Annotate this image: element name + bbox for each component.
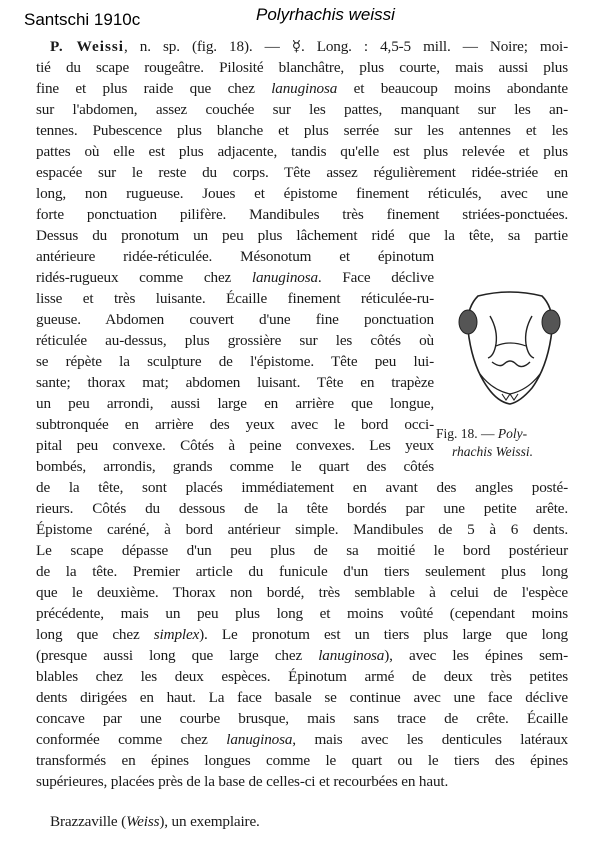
text-line: dents dirigées en haut. La face basale se continue avec une face déclive [36,689,568,706]
text-line: fine et plus raide que chez lanuginosa et beaucoup moins abondante [36,80,568,97]
text-line: de la tête. Premier article du funicule d'un tiers seulement plus long [36,563,568,580]
species-heading: P. Weissi [50,38,125,55]
text-line: que le deuxième. Thorax non bordé, très semblable à celui de l'espèce [36,584,568,601]
text-line: forte ponctuation pilifère. Mandibules très finement striées-ponctuées. [36,206,568,223]
figure-caption-continued: rhachis Weissi. [452,444,534,459]
text-line: (presque aussi long que large chez lanuginosa), avec les épines sem- [36,647,568,664]
text-line: réticulée au-dessus, plus grossière sur les côtés où [36,332,434,349]
text-line: lisse et très luisante. Écaille finement réticulée-ru- [36,290,434,307]
text-line: Le scape dépasse d'un peu plus de sa moitié le bord postérieur [36,542,568,559]
text-line: un peu arrondi, aussi large en arrière que longue, [36,395,434,412]
text-line: subtronquée en arrière des yeux avec le bord occi- [36,416,434,433]
text-line: bombés, arrondis, grands comme le quart des côtés [36,458,434,475]
text-line: antérieure ridée-réticulée. Mésonotum et épinotum [36,248,434,265]
text-line: gueuse. Abdomen couvert d'une fine ponctuation [36,311,434,328]
text-line: espacée sur le reste du corps. Tête assez régulièrement ridée-striée en [36,164,568,181]
text-line: sur l'abdomen, assez couchée sur les pattes, manquant sur les an- [36,101,568,118]
text-line: supérieures, placées près de la base de celles-ci et recourbées en haut. [36,773,449,790]
text-line: long que chez simplex). Le pronotum est un tiers plus large que long [36,626,568,643]
text-line: tié du scape rougeâtre. Pilosité blanchâtre, plus courte, mais aussi plus [36,59,568,76]
ant-head-figure [440,286,582,422]
text-line: sante; thorax mat; abdomen luisant. Tête en trapèze [36,374,434,391]
text-line: P. Weissi, n. sp. (fig. 18). — ☿. Long. : 4,5-5 mill. — Noire; moi- [50,38,568,55]
figure-caption: Fig. 18. — Poly- [436,426,528,441]
text-line: Épistome caréné, à bord antérieur simple. Mandibules de 5 à 6 dents. [36,521,568,538]
header-species-name: Polyrhachis weissi [256,5,395,24]
text-line: précédente, mais un peu plus long et moins voûté (cependant moins [36,605,568,622]
text-line: tennes. Pubescence plus blanche et plus serrée sur les antennes et les [36,122,568,139]
text-line: se répète la sculpture de l'épistome. Tête peu lui- [36,353,434,370]
text-line: ridés-rugueux comme chez lanuginosa. Face déclive [36,269,434,286]
text-line: rieurs. Côtés du dessous de la tête bordés par une petite arête. [36,500,568,517]
text-line: blables chez les deux espèces. Épinotum armé de deux très petites [36,668,568,685]
header-author-year: Santschi 1910c [24,10,141,29]
text-line: pattes où elle est plus adjacente, tandis qu'elle est plus relevée et plus [36,143,568,160]
text-line: de la tête, sont placés immédiatement en avant des angles posté- [36,479,568,496]
text-line: transformés en épines longues comme le quart ou le tiers des épines [36,752,568,769]
text-line: pital peu convexe. Côtés à peine convexes. Les yeux [36,437,434,454]
text-line: concave par une courbe brusque, mais sans trace de crête. Écaille [36,710,568,727]
text-line: long, non rugueuse. Joues et épistome finement réticulés, avec une [36,185,568,202]
text-line: conformée comme chez lanuginosa, mais avec les denticules latéraux [36,731,568,748]
text-line: Brazzaville (Weiss), un exemplaire. [50,813,260,830]
text-line: Dessus du pronotum un peu plus lâchement ridé que la tête, sa partie [36,227,568,244]
